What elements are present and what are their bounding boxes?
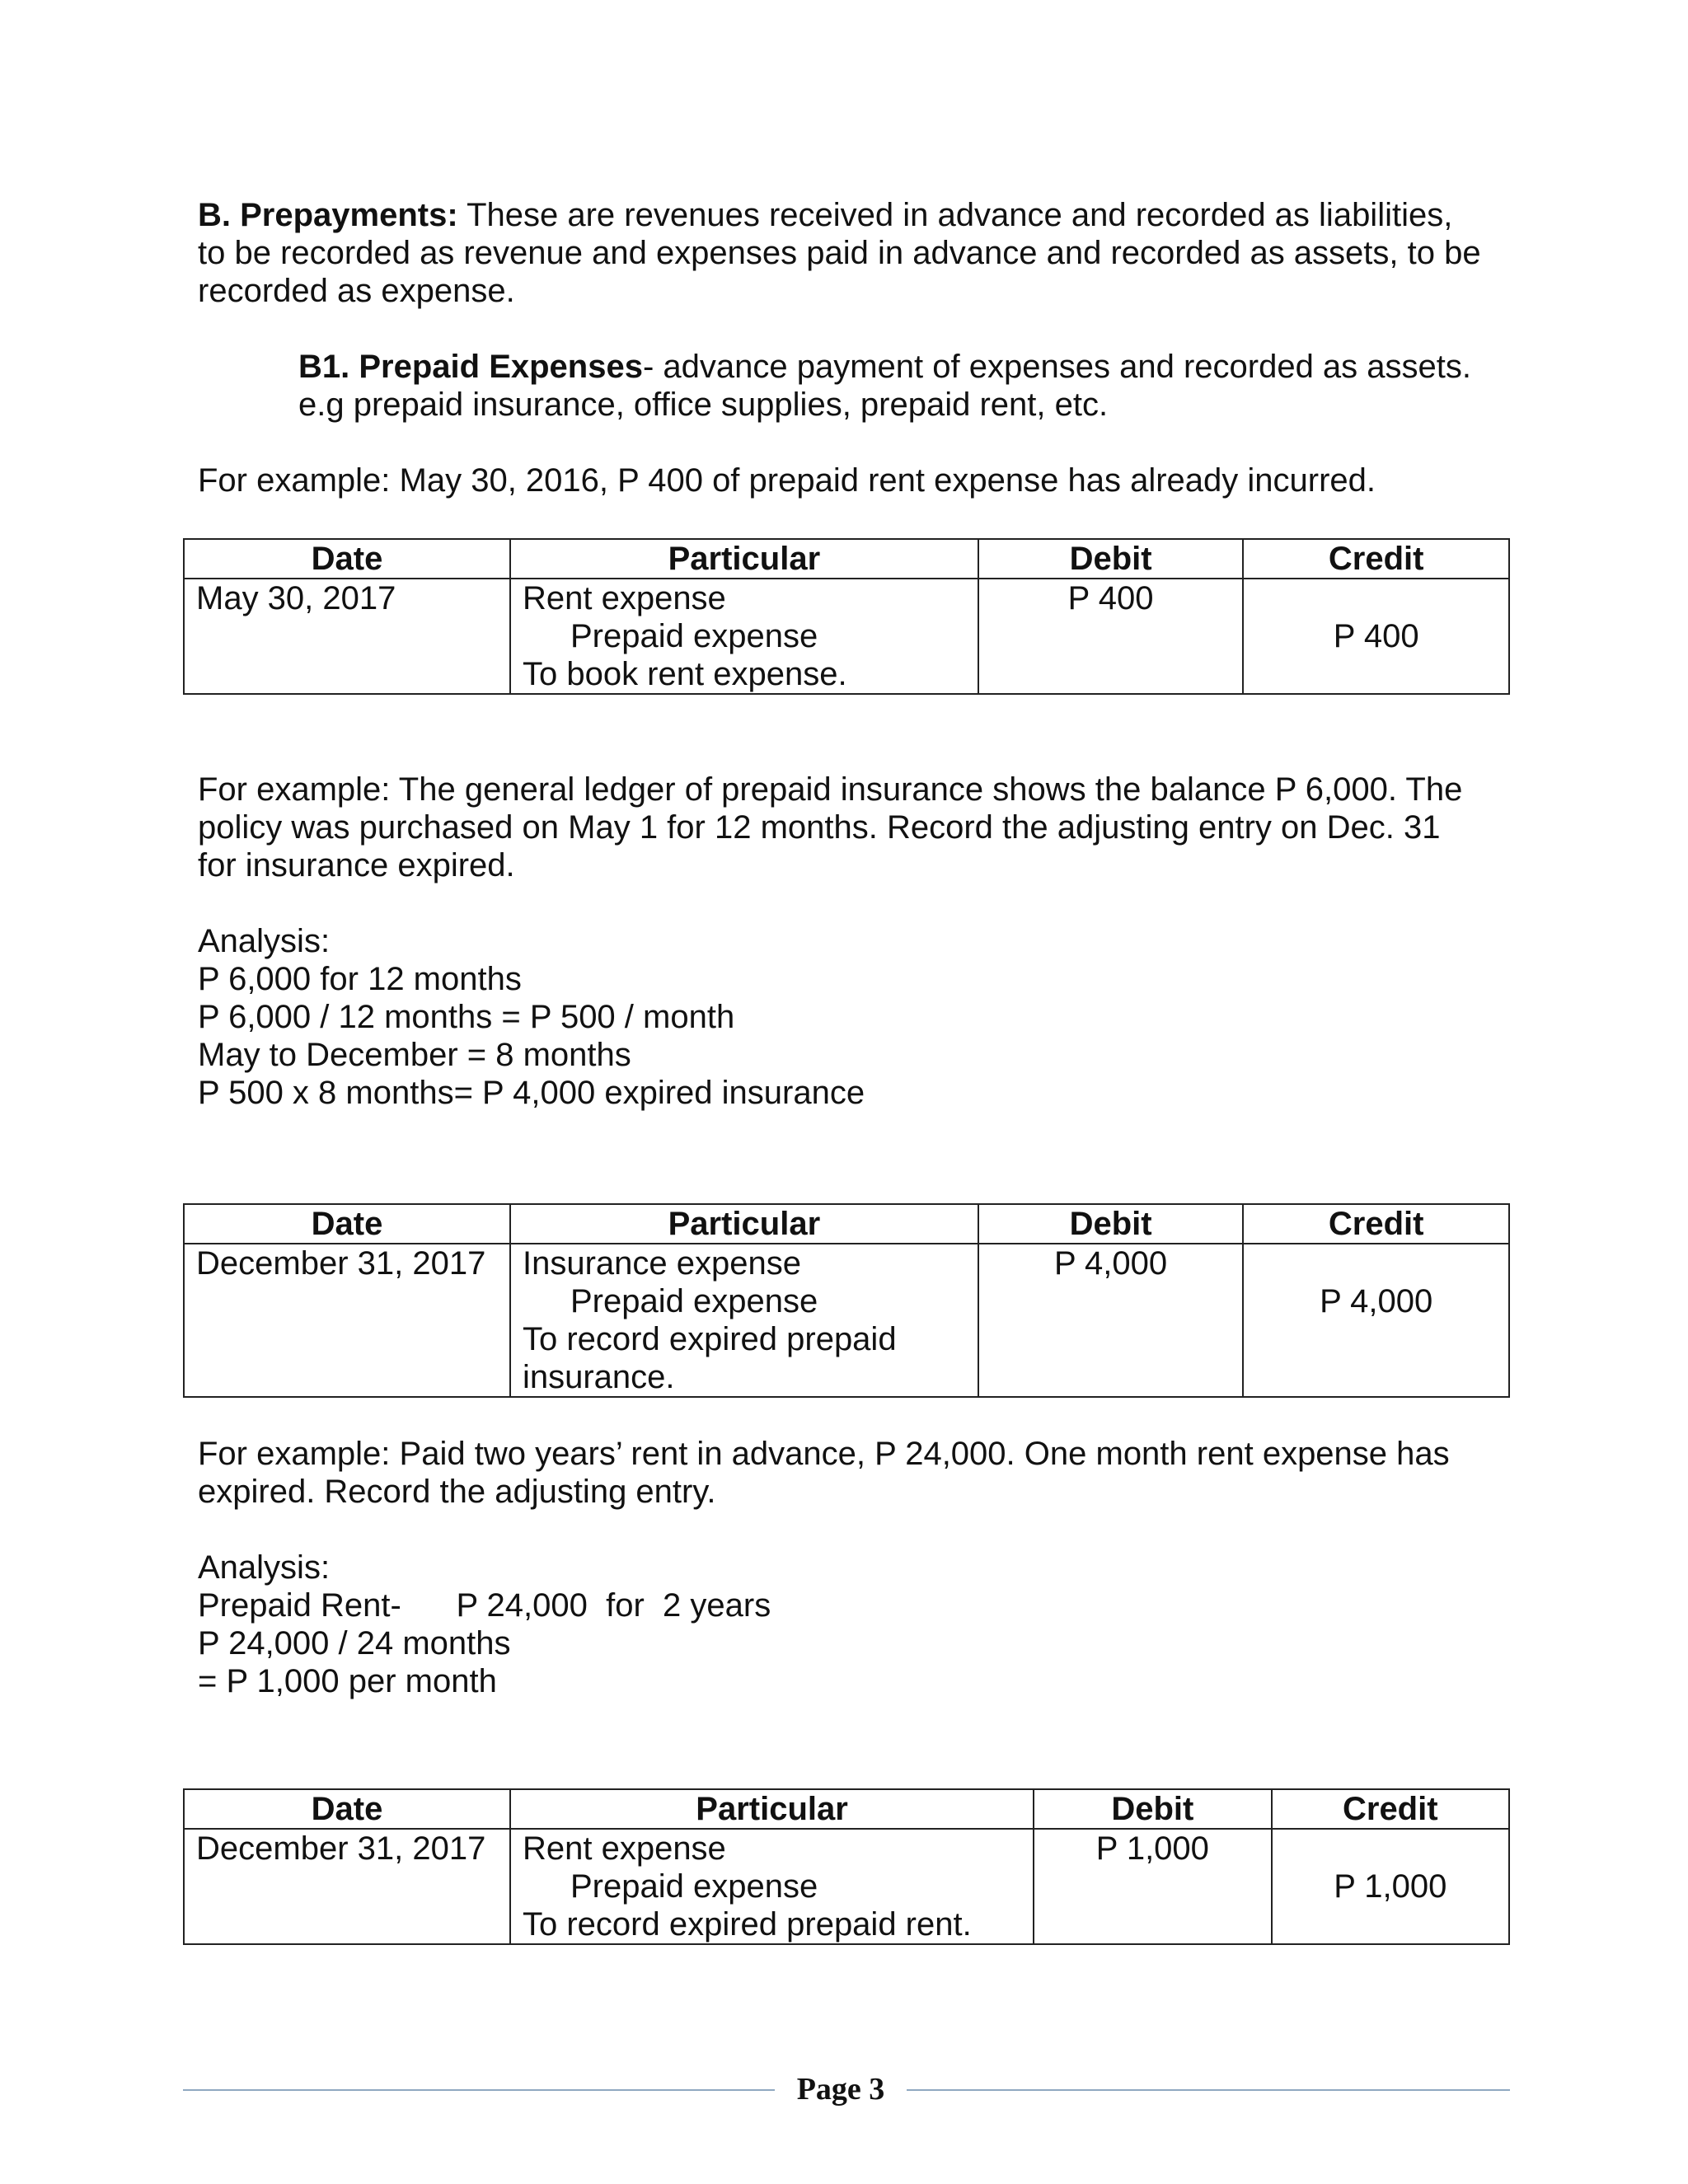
prepaid-expenses-line-1 <box>298 348 1551 386</box>
prepayments-paragraph <box>198 196 1517 310</box>
entry-particular <box>510 1829 1034 1944</box>
entry-explanation-line-2: insurance. <box>522 1359 675 1395</box>
journal-table-1 <box>183 538 1510 695</box>
debit-account: Rent expense <box>522 1830 726 1867</box>
debit-account: Insurance expense <box>522 1245 801 1282</box>
table-row <box>184 1244 1509 1397</box>
example-3-line-2: expired. Record the adjusting entry. <box>198 1474 716 1510</box>
prepayments-line-1 <box>198 196 1517 234</box>
entry-date: May 30, 2017 <box>184 579 510 694</box>
debit-account: Rent expense <box>522 580 726 616</box>
prepaid-expenses-paragraph <box>298 348 1551 424</box>
example-1-line: For example: May 30, 2016, P 400 of prepaid rent expense has already incurred. <box>198 462 1376 499</box>
footer-rule-right <box>907 2089 1510 2091</box>
header-particular: Particular <box>510 539 978 579</box>
example-2-text <box>198 771 1517 884</box>
header-credit: Credit <box>1243 1204 1509 1244</box>
debit-amount: P 400 <box>978 579 1244 694</box>
subsection-title: B1. Prepaid Expenses <box>298 349 643 385</box>
analysis-1 <box>198 922 865 1112</box>
example-2-line-3: for insurance expired. <box>198 847 515 883</box>
entry-date: December 31, 2017 <box>184 1829 510 1944</box>
analysis-line: Prepaid Rent- P 24,000 for 2 years <box>198 1587 771 1624</box>
prepaid-expenses-definition: - advance payment of expenses and recorded as assets. <box>642 349 1472 385</box>
table-header-row <box>184 1789 1509 1829</box>
header-particular: Particular <box>510 1789 1034 1829</box>
entry-explanation: To book rent expense. <box>522 656 847 692</box>
table-header-row <box>184 539 1509 579</box>
header-credit: Credit <box>1272 1789 1509 1829</box>
credit-amount: P 1,000 <box>1272 1829 1509 1944</box>
footer-rule-left <box>183 2089 775 2091</box>
entry-particular <box>510 1244 978 1397</box>
credit-amount: P 4,000 <box>1243 1244 1509 1397</box>
example-2-line-2: policy was purchased on May 1 for 12 months. Record the adjusting entry on Dec. 31 <box>198 809 1441 846</box>
journal-table-2 <box>183 1203 1510 1398</box>
section-letter: B. <box>198 197 231 233</box>
analysis-line: = P 1,000 per month <box>198 1663 497 1699</box>
credit-account: Prepaid expense <box>570 1868 818 1905</box>
analysis-title: Analysis: <box>198 1549 331 1586</box>
page-number: Page 3 <box>796 2072 885 2107</box>
prepaid-expenses-examples: e.g prepaid insurance, office supplies, prepaid rent, etc. <box>298 387 1109 423</box>
header-debit: Debit <box>978 1204 1244 1244</box>
header-date: Date <box>184 1204 510 1244</box>
header-credit: Credit <box>1243 539 1509 579</box>
table-row <box>184 579 1509 694</box>
prepayments-line-2: to be recorded as revenue and expenses paid in advance and recorded as assets, to be <box>198 235 1481 271</box>
example-1-text <box>198 462 1517 499</box>
entry-explanation: To record expired prepaid rent. <box>522 1906 972 1943</box>
entry-explanation-line-1: To record expired prepaid <box>522 1321 897 1357</box>
analysis-line: May to December = 8 months <box>198 1037 631 1073</box>
header-date: Date <box>184 539 510 579</box>
analysis-title: Analysis: <box>198 923 331 959</box>
example-2-line-1: For example: The general ledger of prepaid insurance shows the balance P 6,000. The <box>198 771 1463 808</box>
entry-particular <box>510 579 978 694</box>
debit-amount: P 4,000 <box>978 1244 1244 1397</box>
credit-account: Prepaid expense <box>570 1283 818 1319</box>
analysis-line: P 6,000 / 12 months = P 500 / month <box>198 999 735 1035</box>
entry-date: December 31, 2017 <box>184 1244 510 1397</box>
header-debit: Debit <box>1034 1789 1271 1829</box>
credit-account: Prepaid expense <box>570 618 818 654</box>
table-row <box>184 1829 1509 1944</box>
example-3-text <box>198 1435 1517 1511</box>
debit-amount: P 1,000 <box>1034 1829 1271 1944</box>
header-debit: Debit <box>978 539 1244 579</box>
journal-table-3 <box>183 1788 1510 1945</box>
example-3-line-1: For example: Paid two years’ rent in advance, P 24,000. One month rent expense has <box>198 1436 1450 1472</box>
analysis-2 <box>198 1549 771 1700</box>
analysis-line: P 6,000 for 12 months <box>198 961 522 997</box>
prepayments-line-3: recorded as expense. <box>198 273 515 309</box>
credit-amount: P 400 <box>1243 579 1509 694</box>
analysis-line: P 500 x 8 months= P 4,000 expired insurance <box>198 1075 865 1111</box>
analysis-line: P 24,000 / 24 months <box>198 1625 511 1661</box>
section-title: Prepayments: <box>240 197 458 233</box>
table-header-row <box>184 1204 1509 1244</box>
header-date: Date <box>184 1789 510 1829</box>
prepayments-definition-start: These are revenues received in advance and recorded as liabilities, <box>457 197 1453 233</box>
header-particular: Particular <box>510 1204 978 1244</box>
